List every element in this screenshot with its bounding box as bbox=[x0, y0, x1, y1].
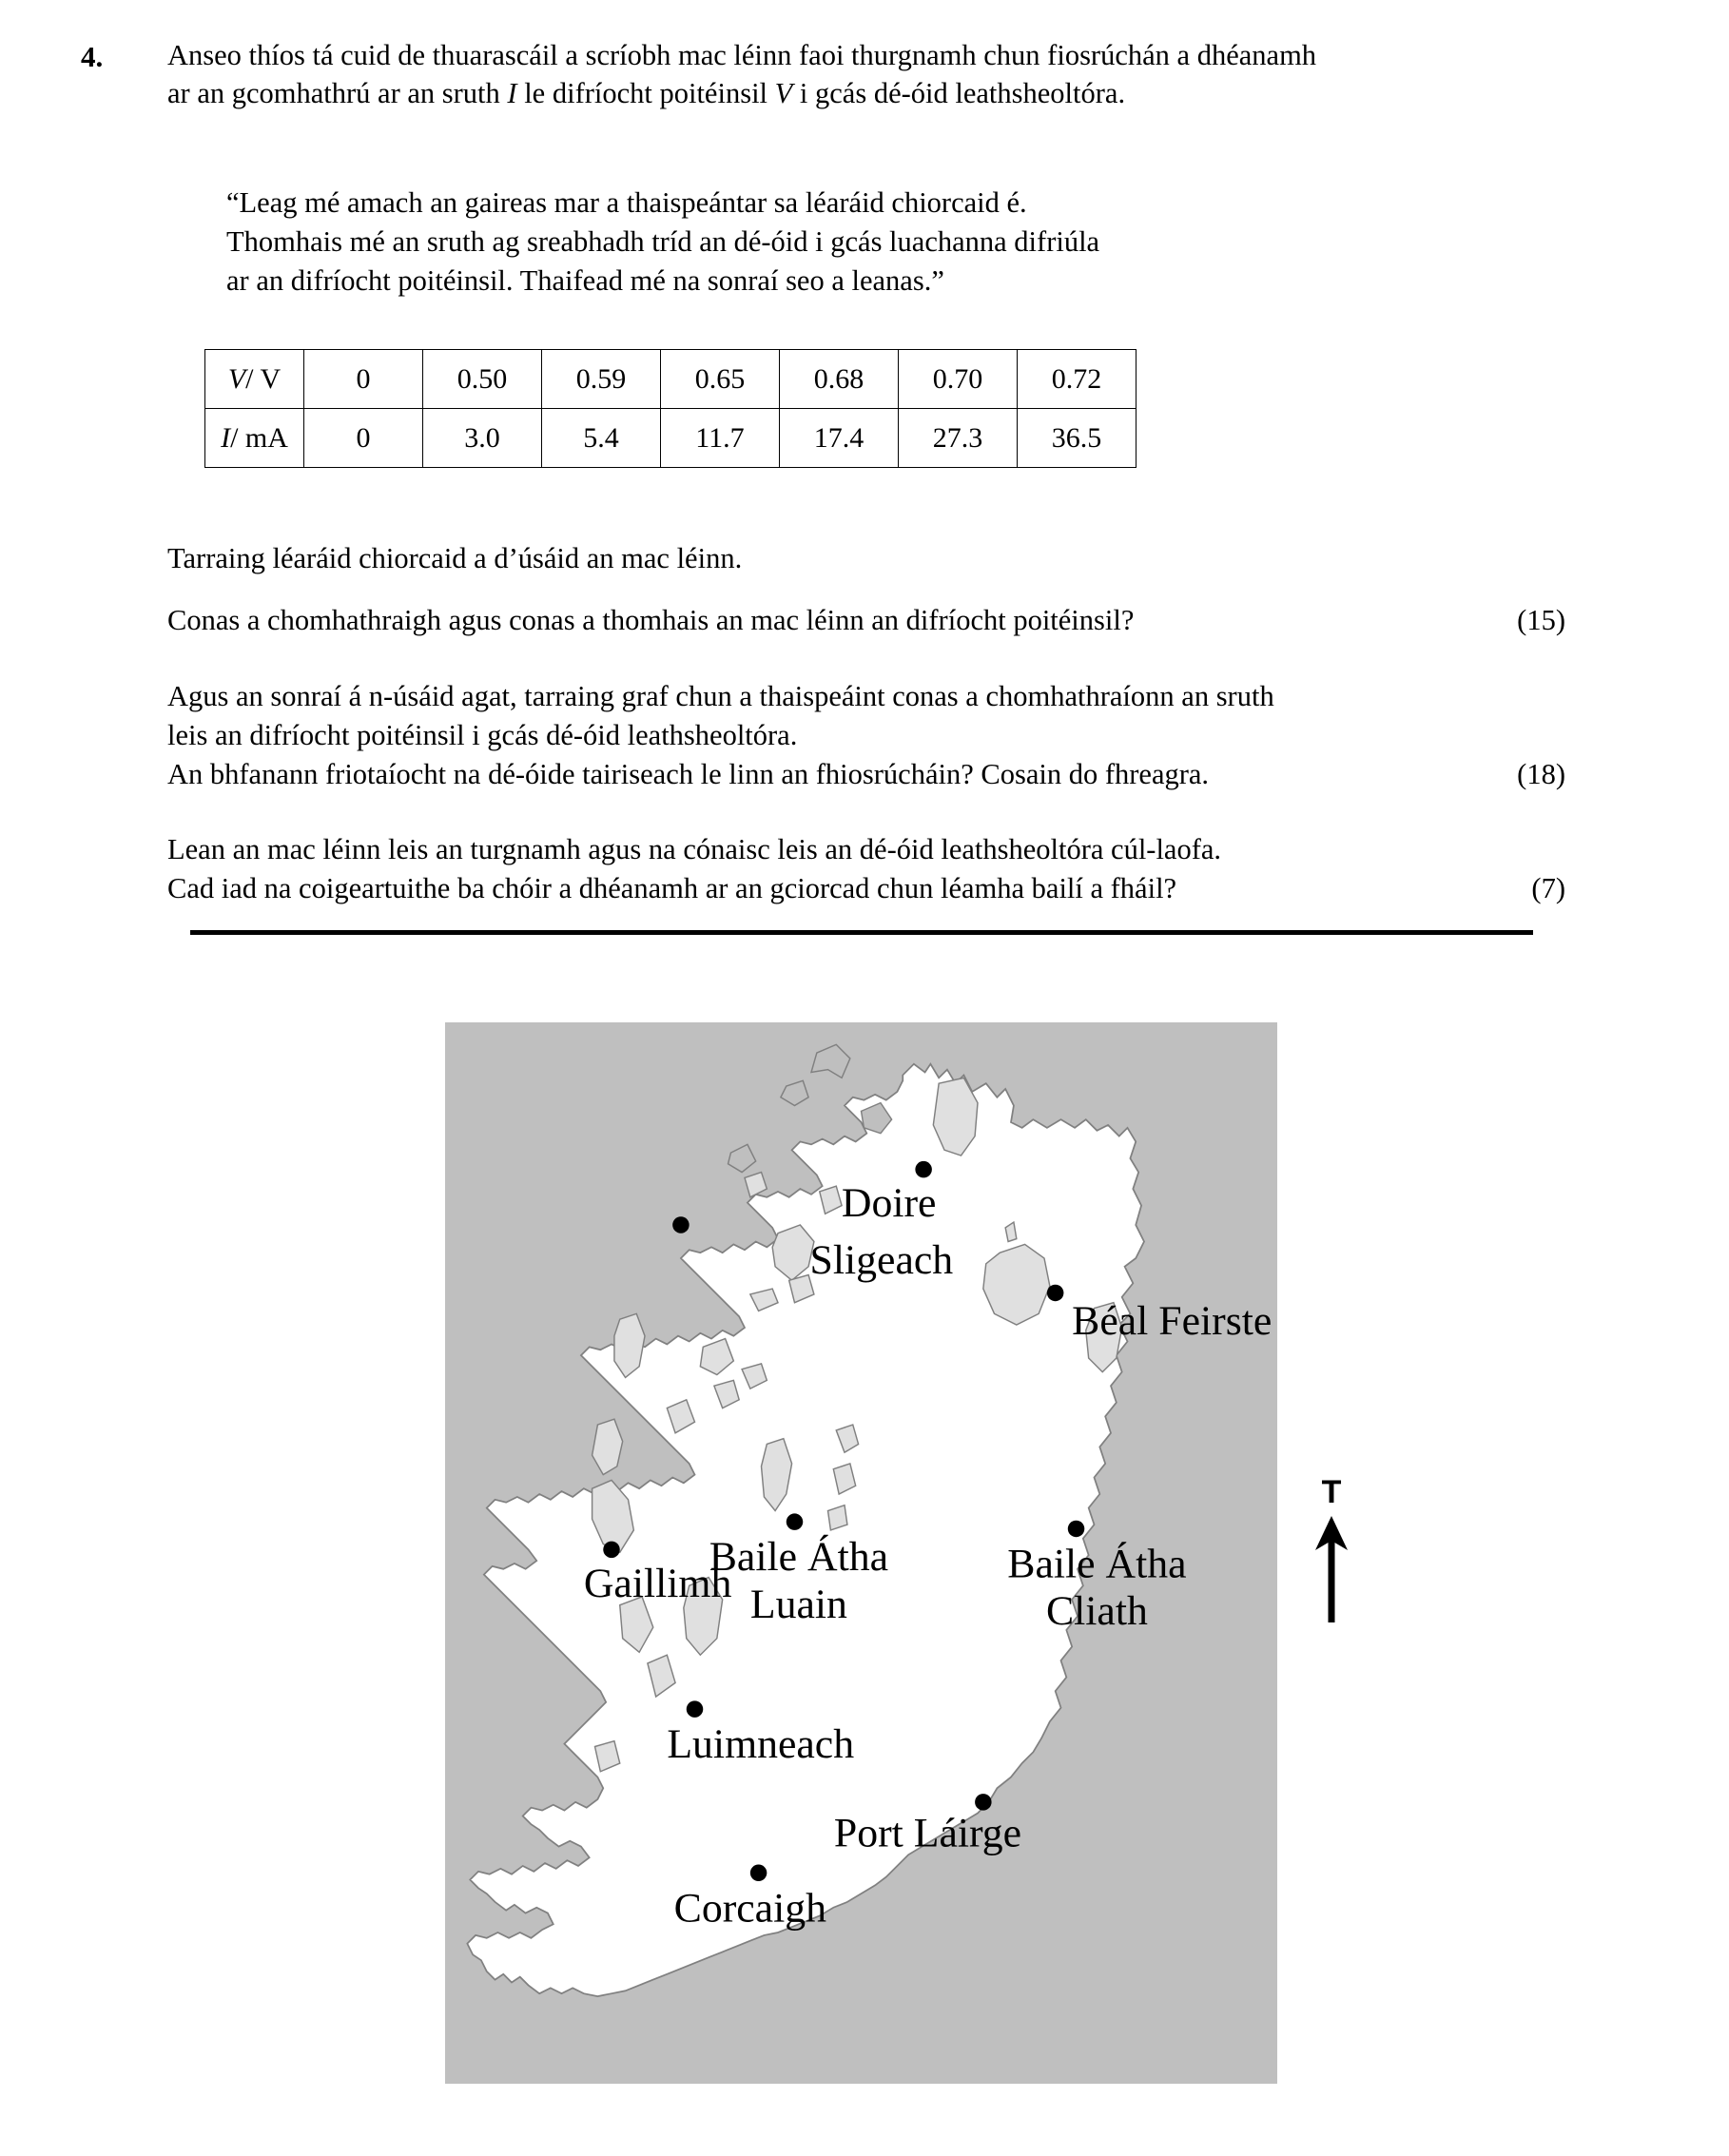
current-symbol: I bbox=[221, 421, 231, 454]
table-row-current bbox=[205, 409, 1136, 468]
city-dot-icon bbox=[603, 1542, 620, 1559]
city-label: Sligeach bbox=[809, 1237, 954, 1284]
table-cell: 36.5 bbox=[1018, 409, 1136, 468]
table-cell: 0.50 bbox=[423, 350, 542, 409]
prompt-marks: (15) bbox=[1517, 604, 1565, 636]
voltage-unit: / V bbox=[245, 362, 282, 395]
intro-text-2b: le difríocht poitéinsil bbox=[516, 77, 775, 109]
ireland-map-svg bbox=[445, 1022, 1277, 2084]
prompt-text: Conas a chomhathraigh agus conas a thomhais an mac léinn an difríocht poitéinsil? bbox=[167, 604, 1135, 636]
city-label: Corcaigh bbox=[673, 1885, 827, 1932]
question-intro bbox=[167, 36, 1556, 112]
city-dot-icon bbox=[975, 1794, 992, 1811]
city-dot-icon bbox=[787, 1513, 804, 1530]
table-cell: 3.0 bbox=[423, 409, 542, 468]
city-label: Baile Átha Cliath bbox=[1007, 1541, 1187, 1635]
table-cell: 11.7 bbox=[661, 409, 780, 468]
symbol-voltage: V bbox=[774, 77, 793, 109]
intro-text-2c: i gcás dé-óid leathsheoltóra. bbox=[792, 77, 1126, 109]
prompt-draw-circuit bbox=[167, 539, 1565, 578]
ireland-map-figure bbox=[445, 1022, 1277, 2084]
measurement-data-table bbox=[204, 349, 1136, 468]
table-cell: 17.4 bbox=[780, 409, 899, 468]
prompt-text: Lean an mac léinn leis an turgnamh agus na cónaisc leis an dé-óid leathsheoltóra cúl-laofa. bbox=[167, 833, 1222, 865]
city-label: Baile Átha Luain bbox=[709, 1534, 889, 1627]
table-cell: 0.72 bbox=[1018, 350, 1136, 409]
table-cell: 0.59 bbox=[542, 350, 661, 409]
prompt-text: Agus an sonraí á n-úsáid agat, tarraing graf chun a thaispeáint conas a chomhathraíonn an sruth bbox=[167, 680, 1274, 712]
city-label: Port Láirge bbox=[833, 1810, 1022, 1856]
prompt-text: Tarraing léaráid chiorcaid a d’úsáid an mac léinn. bbox=[167, 542, 743, 574]
voltage-symbol: V bbox=[227, 362, 246, 395]
city-dot-icon bbox=[687, 1700, 704, 1718]
table-cell: 0.70 bbox=[899, 350, 1018, 409]
intro-text-1: Anseo thíos tá cuid de thuarascáil a scríobh mac léinn faoi thurgnamh chun fiosrúchán a dhéanamh bbox=[167, 39, 1317, 71]
prompt-reverse-bias-group bbox=[167, 830, 1565, 908]
table-cell: 0 bbox=[304, 409, 423, 468]
north-arrow bbox=[1303, 1472, 1360, 1624]
table-cell: 0.65 bbox=[661, 350, 780, 409]
city-dot-icon bbox=[915, 1161, 932, 1178]
prompt-text: leis an difríocht poitéinsil i gcás dé-óid leathsheoltóra. bbox=[167, 719, 798, 751]
city-dot-icon bbox=[1068, 1521, 1085, 1538]
city-dot-icon bbox=[750, 1865, 767, 1882]
question-number: 4. bbox=[81, 40, 104, 73]
city-label: Béal Feirste bbox=[1072, 1298, 1272, 1345]
table-row-voltage bbox=[205, 350, 1136, 409]
prompt-graph-group bbox=[167, 677, 1565, 794]
row-label-current bbox=[205, 409, 304, 468]
quote-line-3: ar an difríocht poitéinsil. Thaifead mé na sonraí seo a leanas.” bbox=[226, 264, 944, 297]
city-label: Luimneach bbox=[667, 1721, 855, 1768]
prompt-text: An bhfanann friotaíocht na dé-óide tairiseach le linn an fhiosrúcháin? Cosain do fhreagra. bbox=[167, 758, 1210, 790]
table-cell: 5.4 bbox=[542, 409, 661, 468]
prompt-measure-pd bbox=[167, 601, 1565, 640]
city-dot-icon bbox=[1047, 1285, 1064, 1302]
city-dot-icon bbox=[672, 1216, 689, 1233]
table-cell: 27.3 bbox=[899, 409, 1018, 468]
current-unit: / mA bbox=[230, 421, 288, 454]
city-label: Doire bbox=[841, 1180, 937, 1227]
intro-text-2a: ar an gcomhathrú ar an sruth bbox=[167, 77, 508, 109]
table-cell: 0.68 bbox=[780, 350, 899, 409]
question-intro-line-2 bbox=[167, 74, 1556, 112]
city-label: Gaillimh bbox=[583, 1560, 732, 1606]
symbol-current: I bbox=[507, 77, 517, 109]
north-label: T bbox=[1321, 1474, 1342, 1510]
table-cell: 0 bbox=[304, 350, 423, 409]
prompt-text: Cad iad na coigeartuithe ba chóir a dhéanamh ar an gciorcad chun léamha bailí a fháil? bbox=[167, 872, 1177, 904]
row-label-voltage bbox=[205, 350, 304, 409]
quote-line-1: “Leag mé amach an gaireas mar a thaispeántar sa léaráid chiorcaid é. bbox=[226, 186, 1027, 219]
question-intro-line-1 bbox=[167, 36, 1556, 74]
prompt-marks: (7) bbox=[1531, 872, 1565, 904]
quote-line-2: Thomhais mé an sruth ag sreabhadh tríd an dé-óid i gcás luachanna difriúla bbox=[226, 225, 1100, 258]
section-divider bbox=[190, 930, 1533, 935]
north-arrow-svg bbox=[1303, 1472, 1360, 1624]
prompt-marks: (18) bbox=[1517, 758, 1565, 790]
student-report-quote bbox=[226, 184, 1558, 301]
